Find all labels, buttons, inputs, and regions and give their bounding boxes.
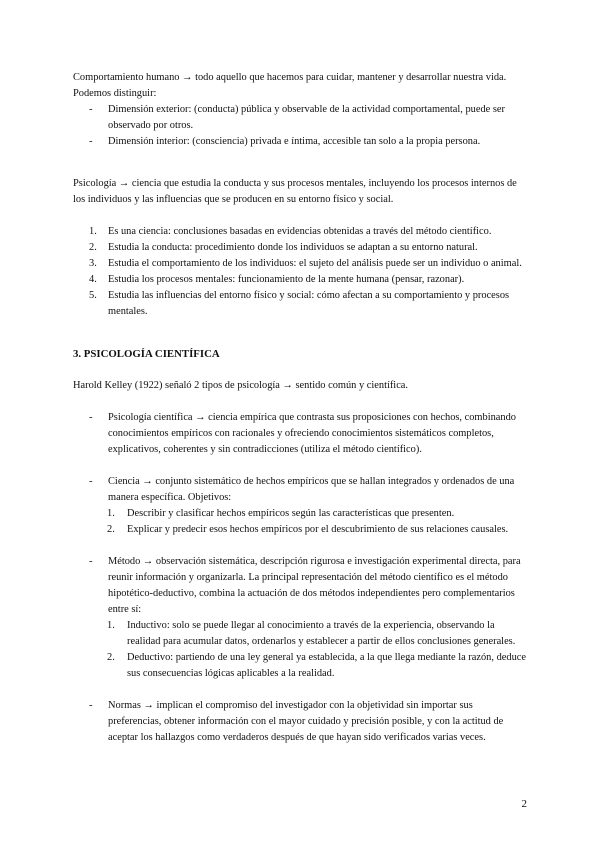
intro-paragraph: Comportamiento humano → todo aquello que hacemos para cuidar, mantener y desarrollar nuestra vida. Podemos distinguir: <box>73 72 507 99</box>
list-item: 1. Es una ciencia: conclusiones basadas en evidencias obtenidas a través del método científico. <box>89 226 492 237</box>
list-item: - Normas → implican el compromiso del investigador con la objetividad sin importar sus preferencias, obtener información con el mayor cuidado y precisión posible, y con la actitud de aceptar los hallazgos como verdaderos después de que hayan sido verificados varias veces. <box>73 698 528 746</box>
psicologia-paragraph: Psicología → ciencia que estudia la conducta y sus procesos mentales, incluyendo los procesos internos de los individuos y las influencias que se producen en su entorno físico y social. <box>73 178 517 205</box>
list-item: - Dimensión exterior: (conducta) pública y observable de la actividad comportamental, puede ser observado por otros. <box>73 102 528 134</box>
document-page <box>73 70 528 746</box>
list-item: 5. Estudia las influencias del entorno físico y social: cómo afectan a su comportamiento y procesos mentales. <box>89 290 510 317</box>
list-item: 3. Estudia el comportamiento de los individuos: el sujeto del análisis puede ser un individuo o animal. <box>89 258 522 269</box>
psicologia-list <box>73 224 528 320</box>
page-number: 2 <box>521 798 527 810</box>
list-item: 2. Estudia la conducta: procedimiento donde los individuos se adaptan a su entorno natural. <box>89 242 478 253</box>
list-item: - Dimensión interior: (consciencia) privada e íntima, accesible tan solo a la propia persona. <box>73 134 528 150</box>
list-item: 1. Inductivo: solo se puede llegar al conocimiento a través de la experiencia, observando la realidad para acumular datos, ordenarlos y establecer a partir de ellos conclusiones generales. <box>107 620 516 647</box>
list-item: - Psicología científica → ciencia empírica que contrasta sus proposiciones con hechos, combinando conocimientos empíricos con racionales y ofreciendo conocimientos sistemáticos completos, explicativos, coherentes y sin contradicciones (utiliza el método científico). <box>73 410 528 458</box>
list-item: - Ciencia → conjunto sistemático de hechos empíricos que se hallan integrados y ordenados de una manera específica. Objetivos: <box>73 474 528 506</box>
ciencia-list <box>73 474 528 506</box>
list-item: 2. Explicar y predecir esos hechos empíricos por el descubrimiento de sus relaciones causales. <box>107 524 509 535</box>
list-item: - Método → observación sistemática, descripción rigurosa e investigación experimental directa, para reunir información y organizarla. La principal representación del método científico es el método hipotético-deductivo, combina la actuación de dos métodos independientes pero complementarios entre sí: <box>73 554 528 618</box>
metodo-list <box>73 554 528 618</box>
list-item: 1. Describir y clasificar hechos empíricos según las características que presenten. <box>107 508 455 519</box>
list-item: 4. Estudia los procesos mentales: funcionamiento de la mente humana (pensar, razonar). <box>89 274 465 285</box>
intro-list <box>73 102 528 150</box>
normas-list <box>73 698 528 746</box>
list-item: 2. Deductivo: partiendo de una ley general ya establecida, a la que llega mediante la razón, deduce sus consecuencias lógicas aplicables a la realidad. <box>107 652 526 679</box>
ciencia-objetivos-list <box>73 506 528 538</box>
cientifica-list <box>73 410 528 458</box>
kelley-paragraph: Harold Kelley (1922) señaló 2 tipos de psicología → sentido común y científica. <box>73 380 409 391</box>
metodo-sub-list <box>73 618 528 682</box>
section-heading: 3. PSICOLOGÍA CIENTÍFICA <box>73 348 220 360</box>
